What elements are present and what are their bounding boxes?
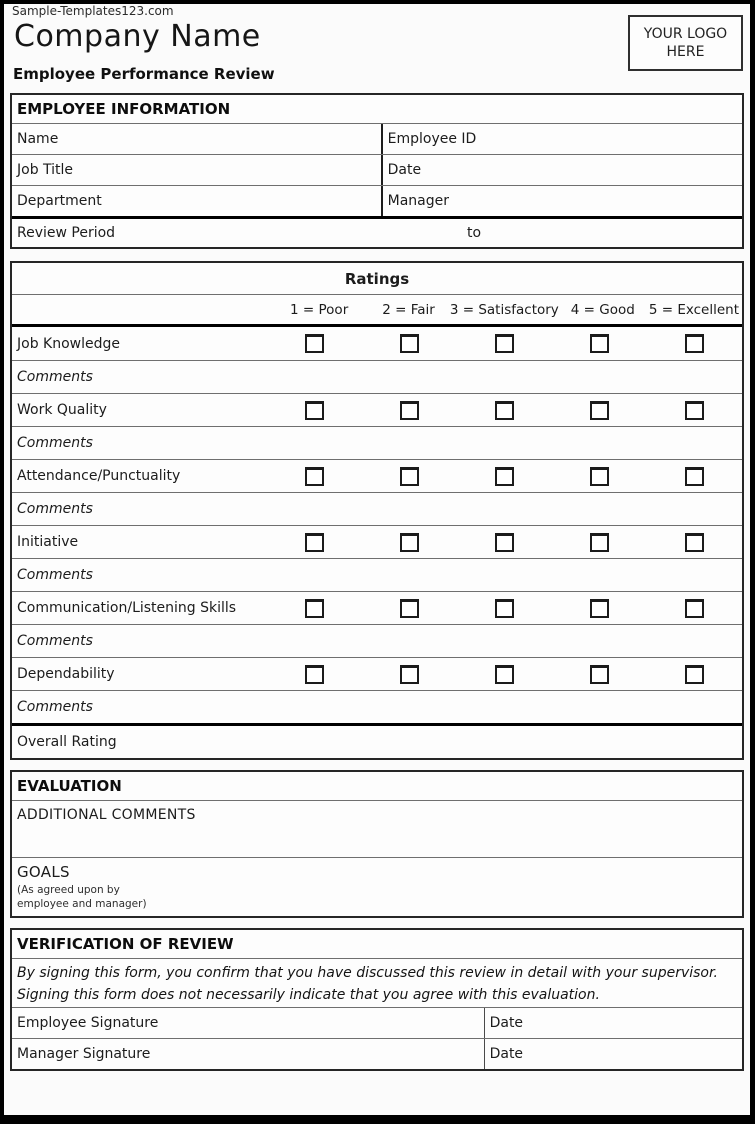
rating-checkbox[interactable]	[400, 467, 419, 486]
rating-checkbox[interactable]	[305, 334, 324, 353]
logo-placeholder-text: YOUR LOGO HERE	[643, 26, 728, 60]
table-row	[12, 1038, 742, 1069]
rating-category-label: Dependability	[17, 666, 115, 682]
employee-id-label: Employee ID	[387, 131, 477, 147]
manager-signature-date-field[interactable]	[484, 1039, 742, 1069]
goals-label: GOALS	[17, 863, 70, 881]
rating-checkbox[interactable]	[400, 665, 419, 684]
rating-category-label: Communication/Listening Skills	[17, 600, 237, 616]
rating-checkbox[interactable]	[305, 665, 324, 684]
rating-checkbox[interactable]	[305, 533, 324, 552]
rating-checkbox[interactable]	[305, 401, 324, 420]
ratings-header: Ratings	[344, 269, 410, 288]
rating-checkbox[interactable]	[495, 533, 514, 552]
rating-checkbox[interactable]	[590, 401, 609, 420]
rating-checkbox[interactable]	[305, 467, 324, 486]
legend-excellent: 5 = Excellent	[648, 301, 739, 318]
comments-field[interactable]	[12, 426, 742, 459]
overall-rating-field[interactable]	[12, 723, 742, 758]
rating-category-label: Work Quality	[17, 402, 107, 418]
rating-category-label: Attendance/Punctuality	[17, 468, 181, 484]
verification-header: VERIFICATION OF REVIEW	[17, 935, 234, 953]
table-row	[12, 123, 742, 154]
rating-row-communication	[12, 591, 742, 624]
additional-comments-field[interactable]	[12, 800, 742, 857]
legend-satisfactory: 3 = Satisfactory	[449, 301, 559, 318]
employee-signature-date-field[interactable]	[484, 1008, 742, 1038]
department-label: Department	[17, 193, 102, 209]
legend-fair: 2 = Fair	[382, 301, 435, 318]
rating-checkbox[interactable]	[590, 533, 609, 552]
review-period-field[interactable]	[12, 216, 742, 247]
rating-category-label: Initiative	[17, 534, 79, 550]
rating-checkbox[interactable]	[400, 533, 419, 552]
name-label: Name	[17, 131, 59, 147]
rating-row-dependability	[12, 657, 742, 690]
name-field[interactable]	[12, 124, 381, 154]
rating-checkbox[interactable]	[685, 599, 704, 618]
date-label: Date	[387, 162, 422, 178]
rating-checkbox[interactable]	[495, 599, 514, 618]
date-label: Date	[489, 1015, 524, 1031]
rating-checkbox[interactable]	[495, 665, 514, 684]
rating-checkbox[interactable]	[685, 467, 704, 486]
comments-label: Comments	[17, 633, 93, 649]
table-row	[12, 1007, 742, 1038]
comments-field[interactable]	[12, 492, 742, 525]
overall-rating-label: Overall Rating	[17, 734, 117, 750]
form-title: Employee Performance Review	[13, 65, 275, 83]
job-title-field[interactable]	[12, 155, 381, 185]
rating-checkbox[interactable]	[685, 533, 704, 552]
rating-checkbox[interactable]	[590, 334, 609, 353]
page-header	[10, 4, 744, 85]
logo-placeholder	[628, 15, 743, 71]
date-field[interactable]	[381, 155, 742, 185]
ratings-section	[10, 261, 744, 760]
ratings-scale-legend	[12, 294, 742, 327]
comments-field[interactable]	[12, 690, 742, 723]
employee-id-field[interactable]	[381, 124, 742, 154]
table-row	[12, 154, 742, 185]
verification-section	[10, 928, 744, 1071]
date-label: Date	[489, 1046, 524, 1062]
goals-note	[17, 883, 742, 911]
comments-field[interactable]	[12, 360, 742, 393]
company-name: Company Name	[14, 19, 261, 54]
employee-information-header: EMPLOYEE INFORMATION	[17, 100, 231, 118]
rating-checkbox[interactable]	[495, 467, 514, 486]
department-field[interactable]	[12, 186, 381, 216]
rating-category-label: Job Knowledge	[17, 335, 120, 352]
rating-row-job-knowledge	[12, 327, 742, 360]
comments-field[interactable]	[12, 624, 742, 657]
rating-checkbox[interactable]	[400, 334, 419, 353]
employee-signature-label: Employee Signature	[17, 1015, 159, 1031]
rating-checkbox[interactable]	[495, 334, 514, 353]
rating-row-initiative	[12, 525, 742, 558]
rating-checkbox[interactable]	[305, 599, 324, 618]
manager-field[interactable]	[381, 186, 742, 216]
rating-checkbox[interactable]	[685, 665, 704, 684]
comments-label: Comments	[17, 567, 93, 583]
employee-information-section	[10, 93, 744, 249]
goals-note-line1: (As agreed upon by	[17, 884, 120, 896]
legend-good: 4 = Good	[570, 301, 635, 318]
manager-label: Manager	[387, 193, 450, 209]
evaluation-section	[10, 770, 744, 918]
manager-signature-label: Manager Signature	[17, 1046, 151, 1062]
job-title-label: Job Title	[17, 162, 74, 178]
goals-field[interactable]	[12, 857, 742, 916]
rating-checkbox[interactable]	[590, 599, 609, 618]
comments-label: Comments	[17, 435, 93, 451]
comments-field[interactable]	[12, 558, 742, 591]
evaluation-header: EVALUATION	[17, 777, 122, 795]
review-period-label: Review Period	[17, 225, 116, 241]
manager-signature-field[interactable]	[12, 1039, 484, 1069]
rating-checkbox[interactable]	[400, 401, 419, 420]
comments-label: Comments	[17, 699, 93, 715]
table-row	[12, 185, 742, 216]
review-period-to-label: to	[467, 225, 482, 241]
form-page	[4, 4, 750, 1115]
rating-checkbox[interactable]	[495, 401, 514, 420]
comments-label: Comments	[17, 369, 93, 385]
legend-poor: 1 = Poor	[290, 301, 349, 318]
comments-label: Comments	[17, 501, 93, 517]
additional-comments-label: ADDITIONAL COMMENTS	[17, 807, 196, 823]
employee-signature-field[interactable]	[12, 1008, 484, 1038]
rating-checkbox[interactable]	[400, 599, 419, 618]
goals-note-line2: employee and manager)	[17, 898, 147, 910]
rating-checkbox[interactable]	[590, 665, 609, 684]
verification-statement: By signing this form, you confirm that you have discussed this review in detail with your supervisor. Signing this form does not necessarily indicate that you agree with this evaluation.	[12, 958, 742, 1007]
rating-checkbox[interactable]	[685, 401, 704, 420]
watermark-text: Sample-Templates123.com	[12, 4, 174, 18]
rating-row-attendance	[12, 459, 742, 492]
rating-checkbox[interactable]	[685, 334, 704, 353]
rating-checkbox[interactable]	[590, 467, 609, 486]
rating-row-work-quality	[12, 393, 742, 426]
